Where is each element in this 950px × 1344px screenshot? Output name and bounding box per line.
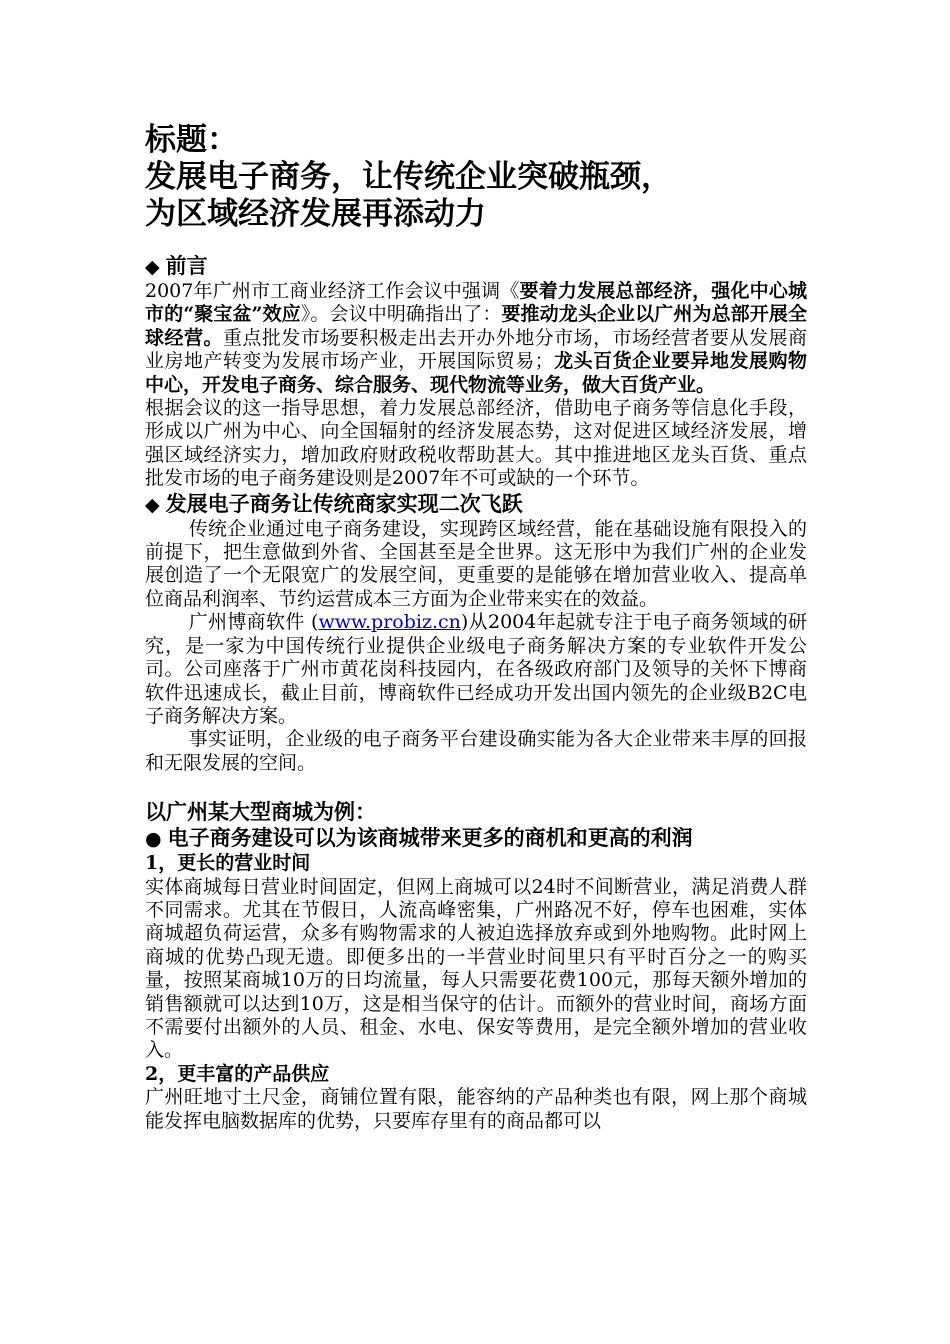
document-page — [145, 122, 807, 1133]
document-title — [145, 122, 807, 233]
leap-p2-b: )从2004年起就专注于电子商务领域的研究，是一家为中国传统行业提供企业级电子商务解决方案的专业软件开发公司。公司座落于广州市黄花岗科技园内，在各级政府部门及领导的关怀下博商软件迅速成长，截止目前，博商软件已经成功开发出国内领先的企业级B2C电子商务解决方案。 — [145, 611, 807, 727]
preface-paragraph-2: 根据会议的这一指导思想，着力发展总部经济，借助电子商务等信息化手段，形成以广州为中心、向全国辐射的经济发展态势，这对促进区域经济发展，增强区域经济实力，增加政府财政税收帮助甚大。其中推进地区龙头百货、重点批发市场的电子商务建设则是2007年不可或缺的一个环节。 — [145, 397, 807, 490]
preface-p1-a: 2007年广州市工商业经济工作会议中强调《 — [145, 280, 520, 302]
leap-heading-text: 发展电子商务让传统商家实现二次飞跃 — [165, 490, 523, 516]
diamond-icon: ◆ — [145, 256, 160, 278]
item-1-text: 实体商城每日营业时间固定，但网上商城可以24时不间断营业，满足消费人群不同需求。尤其在节假日，人流高峰密集，广州路况不好，停车也困难，实体商城超负荷运营，众多有购物需求的人被迫选择放弃或到外地购物。此时网上商城的优势凸现无遗。即便多出的一半营业时间里只有平时百分之一的购买量，按照某商城10万的日均流量，每人只需要花费100元，那每天额外增加的销售额就可以达到10万，这是相当保守的估计。而额外的营业时间，商场方面不需要付出额外的人员、租金、水电、保安等费用，是完全额外增加的营业收入。 — [145, 875, 807, 1062]
example-bullet — [145, 825, 807, 852]
probiz-link[interactable]: www.probiz.cn — [318, 611, 461, 634]
preface-p1-c: 》。会议中明确指出了： — [300, 303, 502, 326]
preface-p1-e: 重点批发市场要积极走出去开办外地分市场，市场经营者要从发展商业房地产转变为发展市场产业，开展国际贸易； — [145, 326, 807, 373]
leap-heading — [145, 491, 807, 518]
example-heading: 以广州某大型商城为例： — [145, 799, 376, 825]
preface-heading — [145, 253, 807, 280]
title-line-1: 标题： — [145, 122, 238, 158]
item-1-title: 1，更长的营业时间 — [145, 852, 311, 875]
item-2-text: 广州旺地寸土尺金，商铺位置有限，能容纳的产品种类也有限，网上那个商城能发挥电脑数据库的优势，只要库存里有的商品都可以 — [145, 1086, 807, 1132]
leap-paragraph-1: 传统企业通过电子商务建设，实现跨区域经营，能在基础设施有限投入的前提下，把生意做到外省、全国甚至是全世界。这无形中为我们广州的企业发展创造了一个无限宽广的发展空间，更重要的是能够在增加营业收入、提高单位商品利润率、节约运营成本三方面为企业带来实在的效益。 — [145, 517, 807, 610]
preface-paragraph-1 — [145, 280, 807, 397]
bullet-icon: ● — [145, 828, 162, 851]
preface-p1-b: 要着力发展总部经济，强化中心城市的“聚宝盆”效应 — [145, 280, 807, 326]
leap-paragraph-3: 事实证明，企业级的电子商务平台建设确实能为各大企业带来丰厚的回报和无限发展的空间。 — [145, 728, 807, 774]
diamond-icon: ◆ — [145, 493, 160, 516]
title-line-3: 为区域经济发展再添动力 — [145, 196, 486, 232]
preface-p1-d: 要推动龙头企业以广州为总部开展全球经营。 — [145, 303, 807, 349]
leap-p2-a: 广州博商软件 ( — [188, 611, 319, 634]
item-2-title: 2，更丰富的产品供应 — [145, 1062, 330, 1085]
example-bullet-text: 电子商务建设可以为该商城带来更多的商机和更高的利润 — [167, 825, 693, 851]
preface-p1-f: 龙头百货企业要异地发展购物中心，开发电子商务、综合服务、现代物流等业务，做大百货产业。 — [145, 350, 807, 396]
preface-heading-text: 前言 — [165, 253, 208, 278]
title-line-2: 发展电子商务，让传统企业突破瓶颈， — [145, 159, 672, 195]
leap-paragraph-2 — [145, 611, 807, 728]
